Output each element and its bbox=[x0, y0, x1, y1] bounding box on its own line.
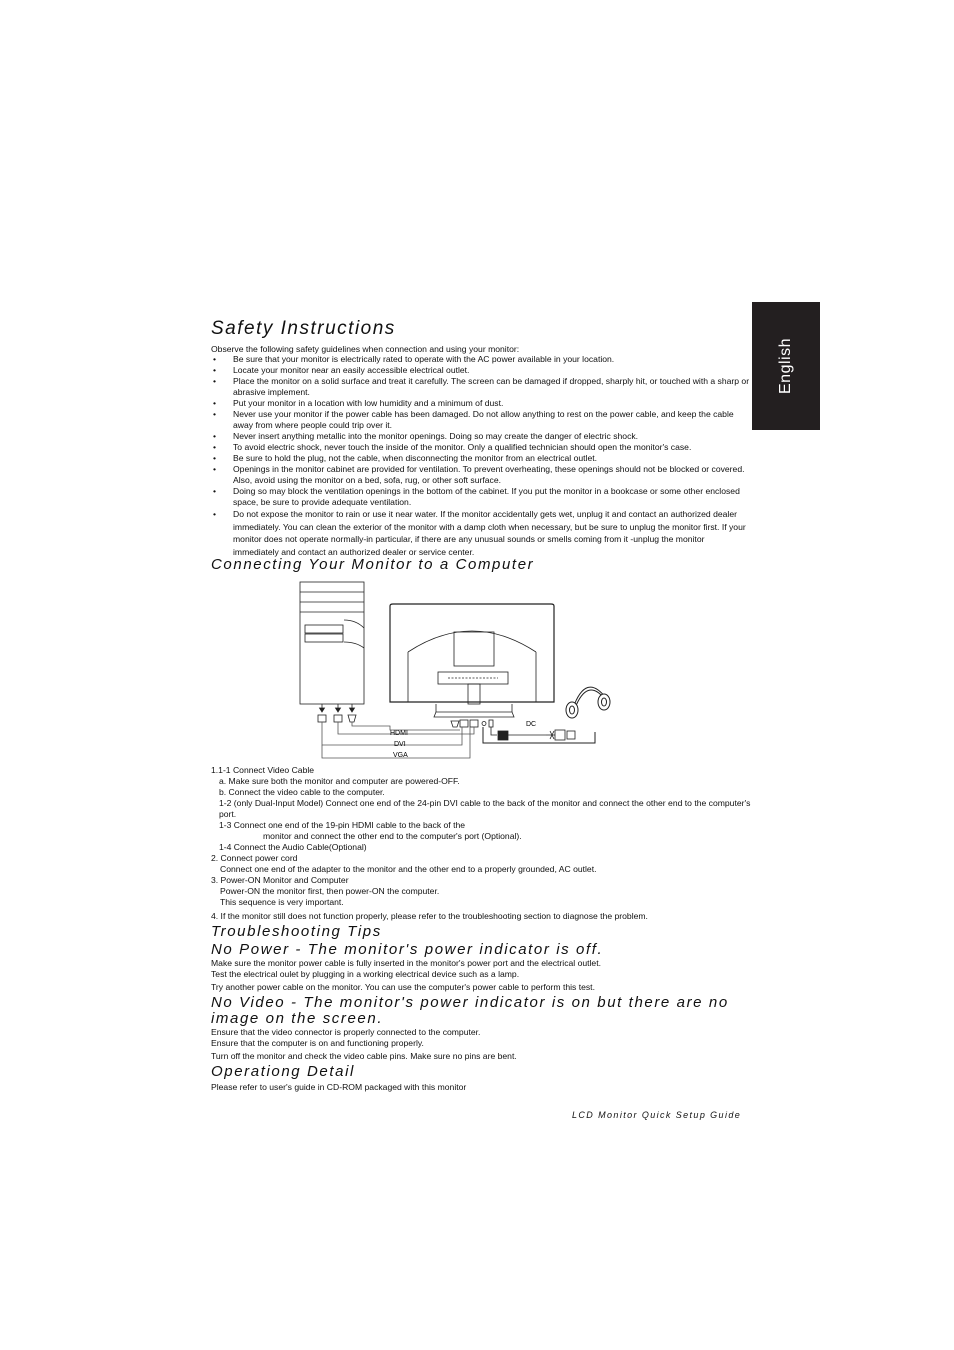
no-video-line: Ensure that the computer is on and functioning properly. bbox=[211, 1038, 424, 1048]
connecting-title: Connecting Your Monitor to a Computer bbox=[211, 556, 535, 573]
step-line: b. Connect the video cable to the computer. bbox=[219, 787, 385, 797]
step-line: a. Make sure both the monitor and computer are powered-OFF. bbox=[219, 776, 460, 786]
step-line: 1.1-1 Connect Video Cable bbox=[211, 765, 315, 775]
vga-cable-label: VGA bbox=[393, 752, 408, 759]
language-tab-label: English bbox=[777, 338, 794, 394]
step-line: 1-2 (only Dual-Input Model) Connect one end of the 24-pin DVI cable to the back of the monitor and connect the other end to the computer's port. bbox=[219, 798, 751, 819]
step-line: 3. Power-ON Monitor and Computer bbox=[211, 875, 349, 885]
safety-bullet: • Place the monitor on a solid surface and treat it carefully. The screen can be damaged if dropped, sharply hit, or touched with a sharp or abrasive implement. bbox=[211, 376, 751, 398]
hdmi-cable-label: HDMI bbox=[390, 730, 408, 737]
footer-guide-title: LCD Monitor Quick Setup Guide bbox=[572, 1110, 742, 1120]
no-power-line: Test the electrical oulet by plugging in a working electrical device such as a lamp. bbox=[211, 969, 520, 979]
safety-bullet: • To avoid electric shock, never touch the inside of the monitor. Only a qualified technician should open the monitor's case. bbox=[211, 442, 751, 453]
step-line: Power-ON the monitor first, then power-ON the computer. bbox=[220, 886, 440, 896]
monitor-back-illustration bbox=[390, 604, 554, 717]
safety-bullet: • Never insert anything metallic into the monitor openings. Doing so may create the danger of electric shock. bbox=[211, 431, 751, 442]
connection-steps bbox=[211, 765, 751, 922]
step-line: Connect one end of the adapter to the monitor and the other end to a properly grounded, AC outlet. bbox=[220, 864, 597, 874]
step-line: This sequence is very important. bbox=[220, 897, 344, 907]
safety-bullet: • Openings in the monitor cabinet are provided for ventilation. To prevent overheating, these openings should not be blocked or covered. Also, avoid using the monitor on a bed, sofa, rug, or other soft surface. bbox=[211, 464, 751, 486]
no-power-line: Make sure the monitor power cable is fully inserted in the monitor's power port and the electrical outlet. bbox=[211, 958, 601, 968]
safety-bullet: • Locate your monitor near an easily accessible electrical outlet. bbox=[211, 365, 751, 376]
computer-tower-illustration bbox=[300, 582, 364, 704]
no-video-title-continued: image on the screen. bbox=[211, 1010, 384, 1027]
language-tab bbox=[752, 302, 820, 430]
no-power-text bbox=[211, 958, 751, 993]
no-video-line: Ensure that the video connector is properly connected to the computer. bbox=[211, 1027, 481, 1037]
operating-text: Please refer to user's guide in CD-ROM packaged with this monitor bbox=[211, 1082, 467, 1092]
computer-ports bbox=[318, 715, 356, 722]
safety-bullet: • Doing so may block the ventilation openings in the bottom of the cabinet. If you put the monitor in a bookcase or some other enclosed space, be sure to provide adequate ventilation. bbox=[211, 486, 751, 508]
safety-bullet: • Never use your monitor if the power cable has been damaged. Do not allow anything to rest on the power cable, and keep the cable away from where people could trip over it. bbox=[211, 409, 751, 431]
no-power-title: No Power - The monitor's power indicator is off. bbox=[211, 941, 604, 958]
operating-title: Operationg Detail bbox=[211, 1063, 355, 1080]
computer-port-arrows bbox=[320, 704, 355, 712]
safety-bullet: • Be sure that your monitor is electrically rated to operate with the AC power available in your location. bbox=[211, 354, 751, 365]
safety-bullet: • Do not expose the monitor to rain or use it near water. If the monitor accidentally gets wet, unplug it and contact an authorized dealer immediately. You can clean the exterior of the monitor with a damp cloth when necessary, but be sure to unplug the monitor first. If your monitor does not operate normally-in particular, if there are any unusual sounds or smells coming from it -unplug the monitor immediately and contact an authorized dealer or service center. bbox=[211, 508, 751, 558]
safety-bullet: • Put your monitor in a location with low humidity and a minimum of dust. bbox=[211, 398, 751, 409]
step-line: 1-4 Connect the Audio Cable(Optional) bbox=[219, 842, 367, 852]
connection-diagram bbox=[290, 580, 630, 765]
troubleshooting-title: Troubleshooting Tips bbox=[211, 923, 382, 940]
step-line: 2. Connect power cord bbox=[211, 853, 298, 863]
dvi-cable-label: DVI bbox=[394, 741, 406, 748]
no-video-title: No Video - The monitor's power indicator is on but there are no bbox=[211, 994, 729, 1011]
no-video-text bbox=[211, 1027, 751, 1062]
no-power-line: Try another power cable on the monitor. You can use the computer's power cable to perform this test. bbox=[211, 982, 595, 992]
dc-power-cable bbox=[491, 727, 575, 740]
monitor-ports bbox=[451, 720, 493, 727]
dc-cable-label: DC bbox=[526, 721, 537, 728]
safety-bullet: • Be sure to hold the plug, not the cable, when disconnecting the monitor from an electrical outlet. bbox=[211, 453, 751, 464]
no-video-line: Turn off the monitor and check the video cable pins. Make sure no pins are bent. bbox=[211, 1051, 517, 1061]
step-line: 1-3 Connect one end of the 19-pin HDMI cable to the back of the bbox=[219, 820, 466, 830]
safety-title: Safety Instructions bbox=[211, 318, 396, 339]
step-line: 4. If the monitor still does not function properly, please refer to the troubleshooting section to diagnose the problem. bbox=[211, 911, 648, 921]
safety-bullet-list bbox=[211, 354, 751, 558]
step-line: monitor and connect the other end to the computer's port (Optional). bbox=[263, 831, 522, 841]
safety-intro: Observe the following safety guidelines when connection and using your monitor: bbox=[211, 344, 520, 354]
